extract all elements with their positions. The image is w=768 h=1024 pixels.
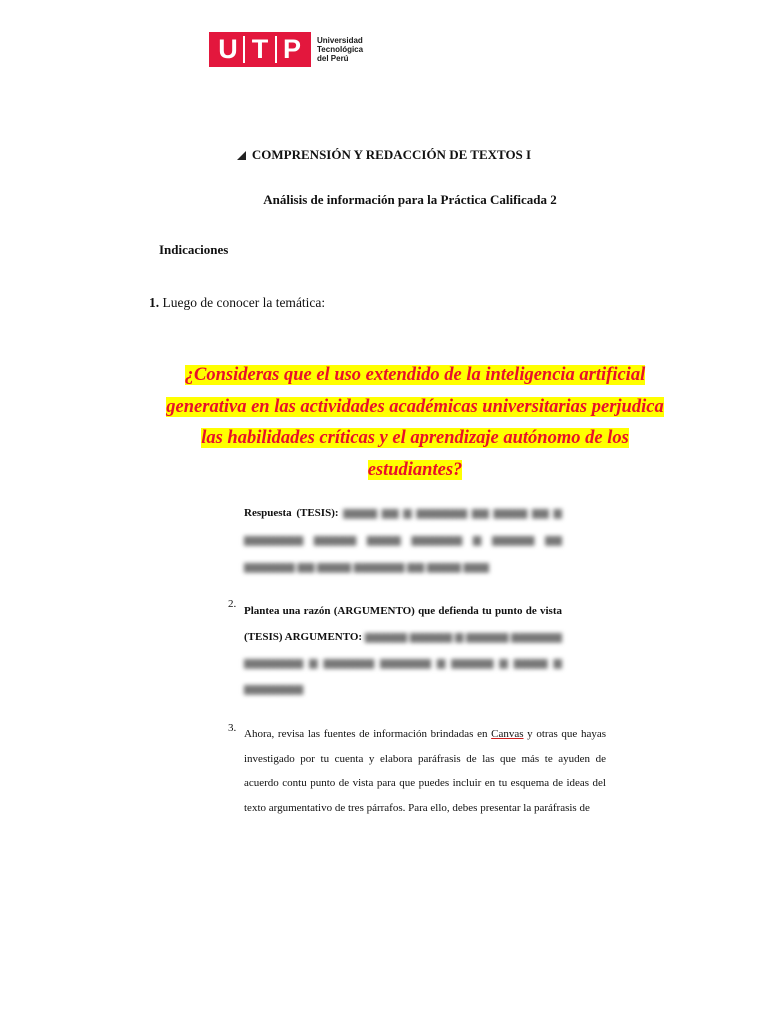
blurred-answer: ▆▆▆▆ ▆▆ ▆ ▆▆▆▆▆▆ ▆▆ ▆▆▆▆ ▆▆ ▆ ▆▆▆▆▆▆▆ ▆▆▆▆▆ ▆▆▆▆ ▆▆▆▆▆▆ ▆ ▆▆▆▆▆ ▆▆ ▆▆▆▆▆▆ ▆▆ ▆▆▆▆ ▆▆▆▆▆▆ ▆▆ ▆▆▆▆ ▆▆▆: [244, 507, 563, 573]
logo-line-1: Universidad: [317, 36, 363, 45]
step-1-text: Luego de conocer la temática:: [159, 295, 326, 310]
logo-letter-u: U: [218, 34, 238, 64]
central-question: [145, 360, 685, 486]
question-line: las habilidades críticas y el aprendizaje autónomo de los: [201, 428, 629, 448]
utp-logo: [209, 32, 363, 67]
triangle-icon: [237, 151, 246, 160]
item-3-number: 3.: [228, 722, 237, 734]
step-1-number: 1.: [149, 295, 160, 310]
canvas-link[interactable]: Canvas: [491, 728, 524, 740]
item-2-label-line-2: vista (TESIS) ARGUMENTO:: [244, 605, 562, 643]
course-title-text: COMPRENSIÓN Y REDACCIÓN DE TEXTOS I: [251, 147, 532, 162]
question-line: ¿Consideras que el uso extendido de la inteligencia artificial: [184, 365, 646, 385]
thesis-response: [244, 500, 562, 581]
item-3: [244, 722, 606, 820]
step-1: [149, 295, 325, 311]
indications-heading: Indicaciones: [159, 242, 229, 257]
item-3-text-1: Ahora, revisa las fuentes de información brindadas en: [244, 728, 492, 740]
item-2-label-line-1: Plantea una razón (ARGUMENTO) que defienda tu punto de: [244, 605, 537, 617]
logo-wordmark: [317, 36, 363, 63]
response-label: Respuesta (TESIS):: [244, 507, 339, 519]
logo-line-3: del Perú: [317, 54, 349, 63]
question-line: estudiantes?: [367, 459, 463, 480]
question-line: generativa en las actividades académicas universitarias perjudica: [166, 396, 664, 417]
item-2-number: 2.: [228, 598, 237, 610]
blurred-answer: ▆▆▆▆▆ ▆▆▆▆▆ ▆ ▆▆▆▆▆ ▆▆▆▆▆▆ ▆▆▆▆▆▆▆ ▆ ▆▆▆▆▆▆ ▆▆▆▆▆▆ ▆ ▆▆▆▆▆ ▆ ▆▆▆▆ ▆ ▆▆▆▆▆▆▆: [244, 631, 562, 695]
logo-letter-t: T: [251, 34, 269, 64]
document-subtitle: Análisis de información para la Práctica Calificada 2: [263, 192, 557, 207]
course-title: [0, 147, 768, 163]
item-3-text-2: y otras que hayas investigado por tu cuenta y elabora paráfrasis de las que más te ayuden de acuerdo contu punto de vista para que puedes incluir en tu esquema de ideas del texto argumentativo de tres párrafos. Para ello, debes presentar la paráfrasis de: [244, 728, 606, 814]
item-2: [244, 598, 562, 702]
utp-logo-mark: [209, 32, 311, 67]
logo-line-2: Tecnológica: [317, 45, 364, 54]
logo-letter-p: P: [282, 34, 301, 64]
